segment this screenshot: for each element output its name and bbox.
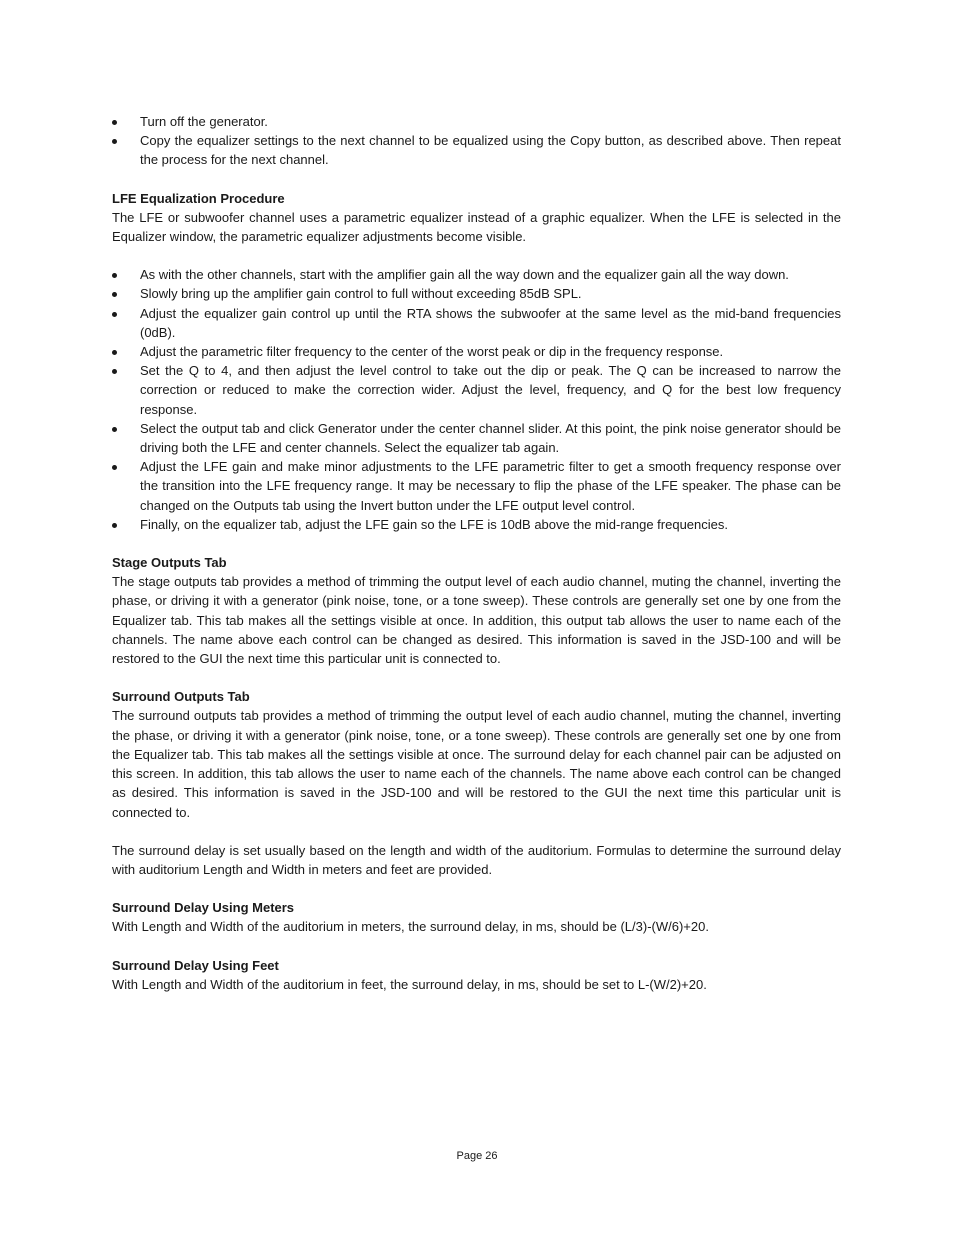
top-bullet-list [112, 112, 841, 170]
lfe-intro: The LFE or subwoofer channel uses a parametric equalizer instead of a graphic equalizer. When the LFE is selected in the Equalizer window, the parametric equalizer adjustments become visible. [112, 209, 841, 245]
stage-outputs-body: The stage outputs tab provides a method of trimming the output level of each audio channel, muting the channel, inverting the phase, or driving it with a generator (pink noise, tone, or a tone sweep). These controls are generally set one by one from the Equalizer tab. This tab makes all the settings visible at once. In addition, this output tab allows the user to name each of the channels. The name above each control can be changed as desired. This information is saved in the JSD-100 and will be restored to the GUI the next time this particular unit is connected to. [112, 574, 841, 667]
section-heading-delay-feet: Surround Delay Using Feet [112, 957, 279, 973]
document-page [112, 112, 841, 994]
surround-outputs-body: The surround outputs tab provides a method of trimming the output level of each audio channel, muting the channel, inverting the phase, or driving it with a generator (pink noise, tone, or a tone sweep). These controls are generally set one by one from the Equalizer tab. This tab makes all the settings visible at once. The surround delay for each channel pair can be adjusted on this screen. In addition, this tab allows the user to name each of the channels. The name above each control can be changed as desired. This information is saved in the JSD-100 and will be restored to the GUI the next time this particular unit is connected to. [112, 708, 841, 820]
delay-meters-body: With Length and Width of the auditorium in meters, the surround delay, in ms, should be (L/3)-(W/6)+20. [112, 919, 709, 935]
bullet-icon [112, 120, 117, 125]
section-heading-surround-outputs: Surround Outputs Tab [112, 689, 250, 705]
list-item: Select the output tab and click Generator under the center channel slider. At this point, the pink noise generator should be driving both the LFE and center channels. Select the equalizer tab again. [112, 419, 841, 457]
bullet-icon [112, 312, 117, 317]
bullet-icon [112, 523, 117, 528]
list-item: Adjust the LFE gain and make minor adjustments to the LFE parametric filter to get a smooth frequency response over the transition into the LFE frequency range. It may be necessary to flip the phase of the LFE speaker. The phase can be changed on the Outputs tab using the Invert button under the LFE output level control. [112, 457, 841, 515]
bullet-icon [112, 139, 117, 144]
list-item: Adjust the equalizer gain control up until the RTA shows the subwoofer at the same level as the mid-band frequencies (0dB). [112, 304, 841, 342]
list-item: Set the Q to 4, and then adjust the level control to take out the dip or peak. The Q can be increased to narrow the correction or reduced to make the correction wider. Adjust the level, frequency, and Q for the best low frequency response. [112, 361, 841, 419]
section-heading-lfe: LFE Equalization Procedure [112, 190, 285, 206]
bullet-icon [112, 427, 117, 432]
bullet-icon [112, 350, 117, 355]
list-item: Finally, on the equalizer tab, adjust the LFE gain so the LFE is 10dB above the mid-range frequencies. [112, 515, 841, 534]
list-item: Turn off the generator. [112, 112, 841, 131]
page-number: Page 26 [456, 1150, 498, 1162]
section-heading-delay-meters: Surround Delay Using Meters [112, 900, 295, 916]
list-item: As with the other channels, start with the amplifier gain all the way down and the equalizer gain all the way down. [112, 265, 841, 284]
lfe-bullet-list [112, 265, 841, 534]
surround-delay-note: The surround delay is set usually based on the length and width of the auditorium. Formulas to determine the surround delay with auditorium Length and Width in meters and feet are provided. [112, 842, 841, 877]
bullet-icon [112, 465, 117, 470]
delay-feet-body: With Length and Width of the auditorium in feet, the surround delay, in ms, should be set to L-(W/2)+20. [112, 976, 707, 992]
bullet-icon [112, 292, 117, 297]
bullet-icon [112, 273, 117, 278]
list-item: Slowly bring up the amplifier gain control to full without exceeding 85dB SPL. [112, 284, 841, 303]
list-item: Copy the equalizer settings to the next channel to be equalized using the Copy button, as described above. Then repeat the process for the next channel. [112, 131, 841, 169]
bullet-icon [112, 369, 117, 374]
section-heading-stage-outputs: Stage Outputs Tab [112, 555, 227, 571]
list-item: Adjust the parametric filter frequency to the center of the worst peak or dip in the frequency response. [112, 342, 841, 361]
